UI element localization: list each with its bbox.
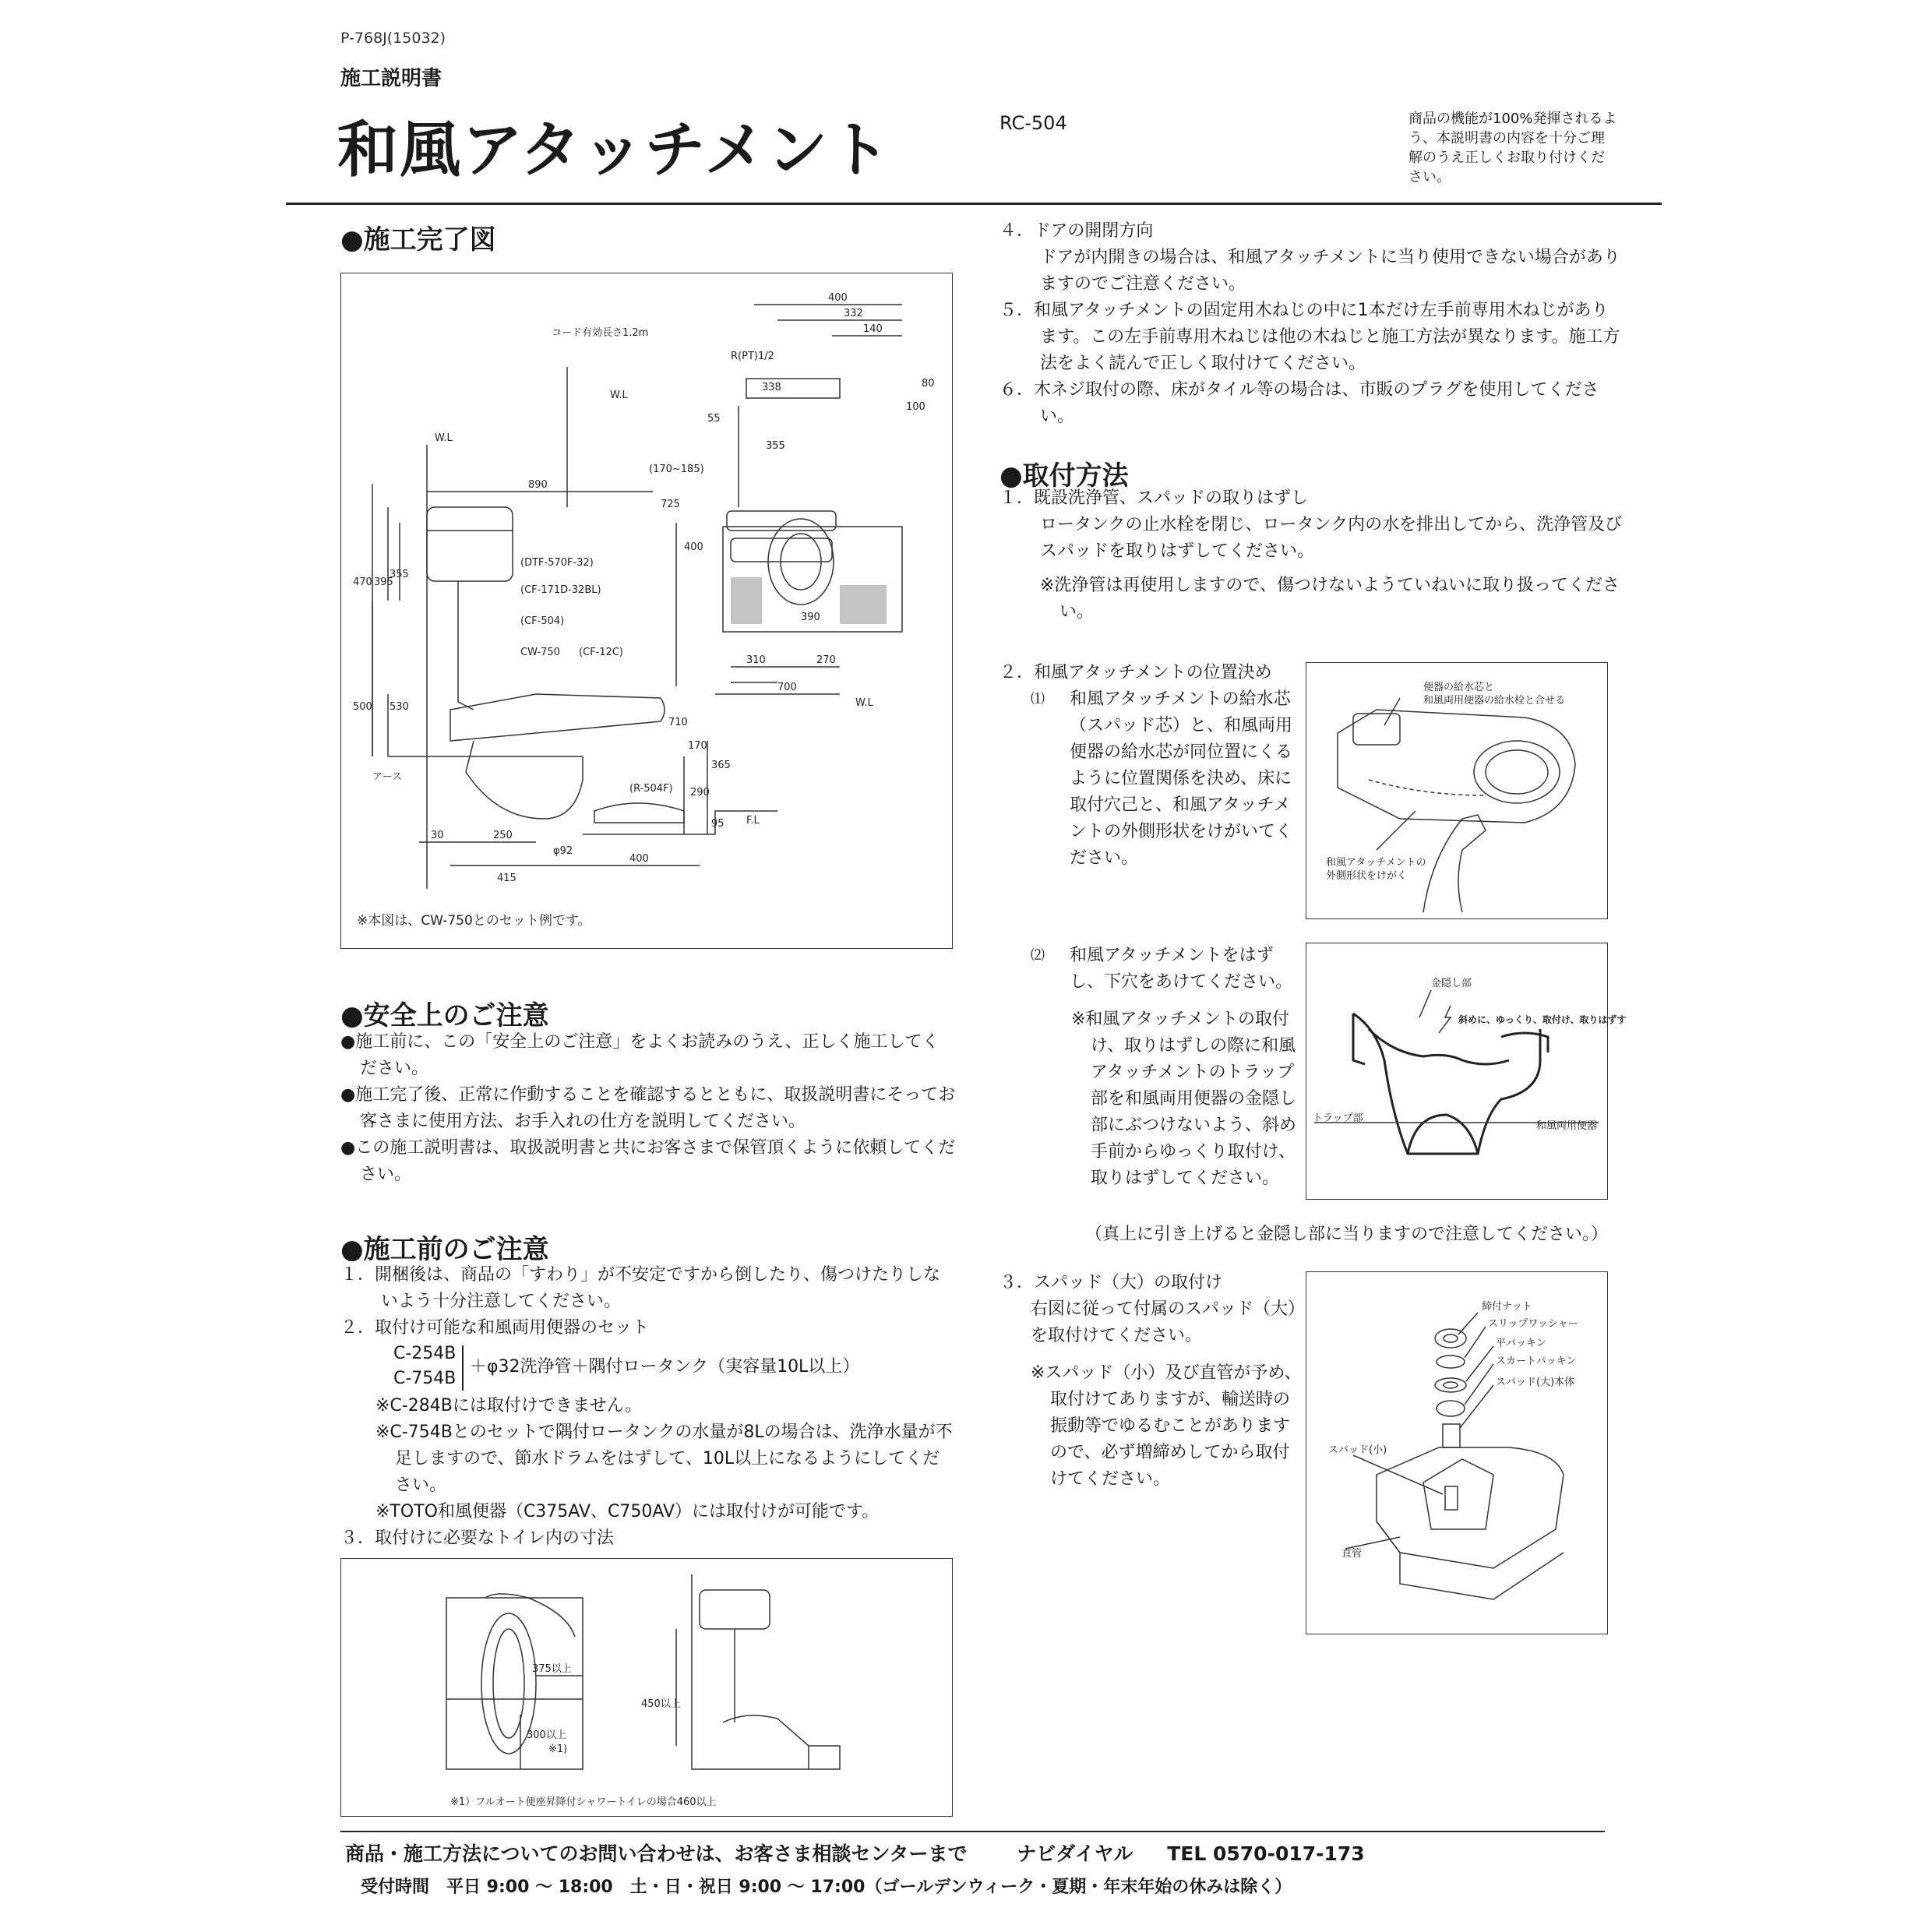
header-divider	[286, 203, 1662, 205]
step-1-note: ※洗浄管は再使用しますので、傷つけないようていねいに取り扱ってください。	[1040, 576, 1620, 622]
install-heading: ●取付方法	[999, 460, 1129, 492]
pre-heading: ●施工前のご注意	[340, 1234, 549, 1265]
pos-label-a: 便器の給水芯と	[1423, 682, 1495, 693]
dim-5: 55	[707, 413, 721, 425]
spud-label-small: スパッド(小)	[1328, 1444, 1387, 1456]
dim-1: 332	[844, 308, 863, 319]
spud-label-large-body: スパッド(大)本体	[1496, 1377, 1575, 1388]
dim-12: 310	[746, 654, 766, 666]
positioning-figure	[1306, 662, 1608, 919]
header-notice: 商品の機能が100%発揮されるよう、本説明書の内容を十分ご理解のうえ正しくお取り付けください。	[1408, 111, 1617, 185]
step-1-body: ロータンクの止水栓を閉じ、ロータンク内の水を排出してから、洗浄管及びスパッドを取りはずしてください。	[1040, 515, 1623, 561]
model-item: C-254B	[393, 1344, 457, 1363]
dim-28: 415	[497, 873, 516, 884]
dim-10: 400	[684, 541, 703, 553]
label-part-2: (CF-171D-32BL)	[520, 584, 601, 596]
spud-label-flat-packing: 平パッキン	[1496, 1338, 1546, 1349]
dim-11: 390	[801, 612, 820, 623]
completion-note: ※本図は、CW-750とのセット例です。	[357, 913, 591, 929]
removal-label-a: 金隠し部	[1431, 978, 1472, 989]
label-part-5: (CF-12C)	[579, 647, 624, 658]
pre-note: ※C-284Bには取付けできません。	[375, 1396, 643, 1416]
label-part-4: CW-750	[520, 647, 560, 658]
spud-figure	[1306, 1271, 1608, 1634]
dim-16: 470	[353, 576, 372, 588]
dim-7: 80	[922, 378, 935, 390]
dim-6: 100	[906, 401, 925, 413]
document-type: 施工説明書	[340, 67, 442, 90]
footer-inquiry-line	[345, 1839, 1365, 1867]
label-phi: φ92	[553, 845, 573, 857]
room-dim-300: 300以上	[527, 1729, 566, 1741]
step-2-1-text: 和風アタッチメントの給水芯（スパッド芯）と、和風両用便器の給水芯が同位置にくるように位置関係を決め、床に取付穴己と、和風アタッチメントの外側形状をけがいてください。	[1070, 689, 1293, 868]
label-fl: F.L	[746, 815, 760, 827]
footer-navi: ナビダイヤル	[1017, 1842, 1133, 1865]
pre-item-3: ３．取付けに必要なトイレ内の寸法	[340, 1528, 614, 1548]
spud-label-washer: スリップワッシャー	[1488, 1318, 1578, 1330]
install-step-1	[999, 485, 1623, 626]
label-rpt: R(PT)1/2	[731, 351, 774, 362]
dim-19: 500	[353, 701, 372, 713]
item-4-title: ４．ドアの開閉方向	[999, 221, 1154, 241]
step-2-title: ２．和風アタッチメントの位置決め	[999, 663, 1272, 682]
install-step-2	[999, 660, 1303, 872]
label-part-1: (DTF-570F-32)	[520, 557, 594, 569]
spud-label-nut: 締付ナット	[1482, 1301, 1532, 1313]
step-3-body: 右図に従って付属のスパッド（大）を取付けてください。	[1031, 1299, 1297, 1345]
dim-17: 395	[374, 576, 393, 588]
footer-tel[interactable]: TEL 0570-017-173	[1167, 1842, 1365, 1865]
model-bracket	[462, 1345, 464, 1391]
label-part-3: (CF-504)	[520, 615, 565, 627]
safety-heading: ●安全上のご注意	[340, 1000, 549, 1031]
pos-label-b: 和風両用便器の給水栓と合せる	[1423, 695, 1566, 707]
pre-item-2: ２．取付け可能な和風両用便器のセット	[340, 1318, 650, 1338]
model-combo	[393, 1341, 956, 1393]
dim-9: 725	[661, 499, 680, 510]
install-step-3	[999, 1270, 1303, 1493]
pos-label-c: 和風アタッチメントの	[1326, 857, 1426, 869]
dim-26: 30	[431, 830, 444, 841]
model-list	[393, 1341, 456, 1391]
removal-label-d: 和風両用便器	[1536, 1120, 1598, 1132]
dim-0: 400	[828, 292, 848, 304]
step-2-1-number: ⑴	[1031, 691, 1045, 707]
step-2-2-note: ※和風アタッチメントの取付け、取りはずしの際に和風アタッチメントのトラップ部を和風両用便器の金隠し部にぶつけないよう、斜め手前からゆっくり取付け、取りはずしてください。	[1071, 1010, 1297, 1188]
label-cord: コード有効長さ1.2m	[552, 327, 649, 339]
pre-note: ※C-754Bとのセットで隅付ロータンクの水量が8Lの場合は、洗浄水量が不足しますので、節水ドラムをはずして、10L以上になるようにしてください。	[375, 1423, 953, 1495]
pre-item-1: １．開梱後は、商品の「すわり」が不安定ですから倒したり、傷つけたりしないよう十分注意してください。	[340, 1265, 941, 1311]
label-wl-right: W.L	[855, 697, 873, 709]
removal-label-b: 斜めに、ゆっくり、取付け、取りはずす	[1458, 1014, 1627, 1025]
item-6: ６．木ネジ取付の際、床がタイル等の場合は、市販のプラグを使用してください。	[999, 380, 1599, 426]
model-number: RC-504	[999, 112, 1067, 134]
room-dimension-diagram	[340, 1558, 953, 1817]
step-2-2	[999, 943, 1307, 996]
install-step-2-2	[999, 943, 1307, 1192]
pre-note: ※TOTO和風便器（C375AV、C750AV）には取付けが可能です。	[375, 1502, 880, 1521]
dim-21: 710	[668, 717, 688, 728]
footer-divider	[340, 1831, 1605, 1832]
dim-23: 365	[711, 760, 731, 771]
completion-heading: ●施工完了図	[340, 224, 496, 256]
dim-15: 890	[528, 479, 548, 491]
document-code: P-768J(15032)	[340, 30, 446, 47]
item-5: ５．和風アタッチメントの固定用木ねじの中に1本だけ左手前専用木ねじがあります。この左手前専用木ねじは他の木ねじと施工方法が異なります。施工方法をよく読んで正しく取付けてください。	[999, 301, 1620, 373]
completion-diagram	[340, 273, 953, 949]
step-3-note: ※スパッド（小）及び直管が予め、取付けてありますが、輸送時の振動等でゆるむことがありますので、必ず増締めしてから取付けてください。	[1031, 1363, 1302, 1489]
dim-27: 250	[493, 830, 513, 841]
safety-item: ●施工完了後、正常に作動することを確認するとともに、取扱説明書にそってお客さまに使用方法、お手入れの仕方を説明してください。	[340, 1085, 956, 1131]
safety-list	[340, 1029, 956, 1188]
removal-label-c: トラップ部	[1313, 1112, 1363, 1124]
dim-13: 270	[816, 654, 836, 666]
label-part-6: (R-504F)	[629, 783, 673, 795]
room-dim-footnote: ※1）フルオート便座昇降付シャワートイレの場合460以上	[450, 1796, 717, 1808]
dim-2: 140	[863, 323, 883, 335]
dim-24: 290	[690, 787, 710, 799]
pre-list	[340, 1262, 956, 1552]
step-2-2-extra: （真上に引き上げると金隠し部に当りますので注意してください。）	[1085, 1225, 1609, 1244]
step-3-title: ３．スパッド（大）の取付け	[999, 1273, 1223, 1292]
dim-3: 338	[762, 382, 781, 393]
dim-22: 170	[688, 740, 707, 752]
right-top-items	[999, 218, 1623, 430]
dim-29: 400	[629, 853, 649, 865]
dim-14: 700	[777, 682, 797, 693]
page-title: 和風アタッチメント	[337, 115, 892, 185]
model-combo-text: ＋φ32洗浄管＋隅付ロータンク（実容量10L以上）	[470, 1357, 860, 1377]
safety-item: ●この施工説明書は、取扱説明書と共にお客さまで保管頂くように依頼してください。	[340, 1138, 956, 1184]
room-dim-375: 375以上	[532, 1663, 572, 1675]
label-wl-left: W.L	[435, 432, 453, 444]
step-2-1	[999, 686, 1303, 872]
footer-hours: 受付時間 平日 9:00 ～ 18:00 土・日・祝日 9:00 ～ 17:00（ゴールデンウィーク・夏期・年末年始の休みは除く）	[361, 1877, 1292, 1897]
safety-item: ●施工前に、この「安全上のご注意」をよくお読みのうえ、正しく施工してください。	[340, 1032, 940, 1078]
dim-20: 530	[390, 701, 409, 713]
step-2-2-text: 和風アタッチメントをはずし、下穴をあけてください。	[1070, 946, 1293, 992]
step-1-title: １．既設洗浄管、スパッドの取りはずし	[999, 488, 1309, 508]
room-dim-note-ref: ※1)	[548, 1743, 568, 1755]
dim-8: (170~185)	[649, 464, 704, 475]
label-earth: アース	[372, 771, 402, 783]
footer-inquiry: 商品・施工方法についてのお問い合わせは、お客さま相談センターまで	[345, 1842, 968, 1865]
dim-4: 355	[766, 440, 785, 452]
room-dim-450: 450以上	[641, 1698, 681, 1710]
step-2-2-number: ⑵	[1031, 947, 1045, 964]
removal-figure	[1306, 943, 1627, 1200]
pos-label-d: 外側形状をけがく	[1326, 870, 1408, 882]
label-wl-top: W.L	[610, 390, 628, 401]
spud-label-skirt-packing: スカートパッキン	[1496, 1356, 1577, 1367]
item-4-body: ドアが内開きの場合は、和風アタッチメントに当り使用できない場合がありますのでご注意ください。	[1040, 248, 1620, 294]
dim-25: 95	[711, 818, 724, 830]
model-item: C-754B	[393, 1369, 457, 1388]
dim-18: 355	[390, 569, 409, 580]
spud-label-straight-pipe: 直管	[1341, 1548, 1363, 1560]
